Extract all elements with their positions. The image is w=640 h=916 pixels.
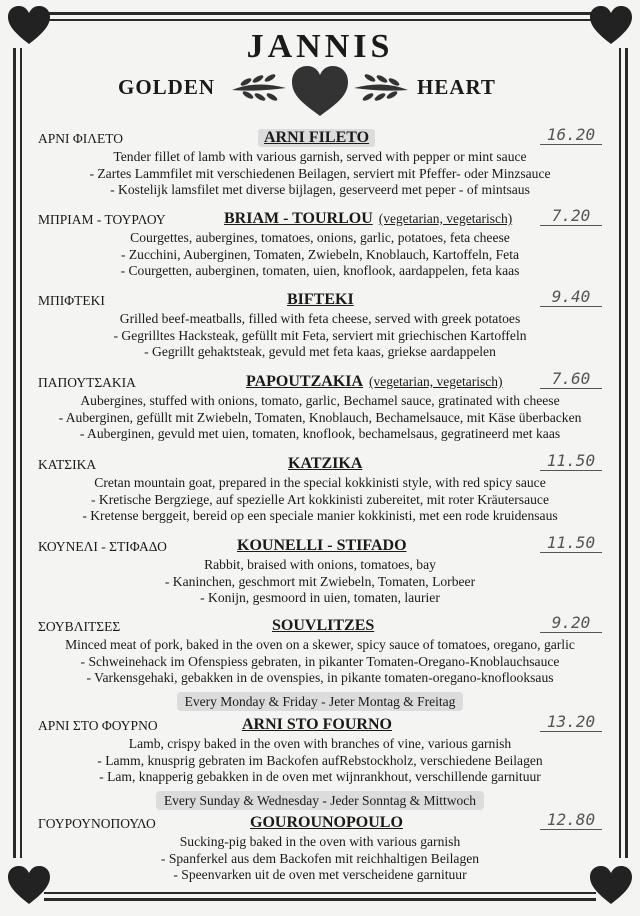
dish-description: Aubergines, stuffed with onions, tomato, garlic, Bechamel sauce, gratinated with cheese - Auberginen, gefüllt mit Zwiebeln, Tomaten, Knoblauch, Bechamelsauce, mit Käse überbacken - Auberginen, gevuld met uien, tomaten, knoflook, bechamelsaus, gegratineerd met kaas <box>58 393 582 442</box>
price: 16.20 <box>540 125 602 145</box>
dish-title: BRIAM - TOURLOU (vegetarian, vegetarisch) <box>224 210 513 227</box>
availability-banner <box>0 693 640 711</box>
price: 11.50 <box>540 451 602 471</box>
dish-description: Tender fillet of lamb with various garnish, served with pepper or mint sauce - Zartes Lammfilet mit verschiedenen Beilagen, serviert mit Pfeffer- oder Minzsauce - Kostelijk lamsfilet met diverse bijlagen, geserveerd met peper - of mintsaus <box>89 149 551 198</box>
laurel-heart-icon <box>226 62 414 118</box>
dish-title: ARNI STO FOURNO <box>242 716 392 733</box>
availability-banner <box>0 792 640 810</box>
brand-right: HEART <box>417 75 496 99</box>
dish-description: Minced meat of pork, baked in the oven on a skewer, spicy sauce of tomatoes, oregano, garlic - Schweinehack im Ofenspiess gebraten, in pikanter Tomaten-Oregano-Knoblauchsauce - Varkensgehaki, gebakken in de ovenspies, in pikante tomaten-oregano-knoflooksaus <box>65 637 575 686</box>
price: 12.80 <box>540 810 602 830</box>
price: 9.20 <box>540 613 602 633</box>
dish-note: (vegetarian, vegetarisch) <box>369 374 503 389</box>
banner-text: Every Sunday & Wednesday - Jeder Sonntag & Mittwoch <box>156 791 484 810</box>
frame-bottom-line <box>44 898 596 901</box>
dish-title: KATZIKA <box>288 455 363 472</box>
frame-bottom-line-inner <box>44 892 596 894</box>
dish-description: Sucking-pig baked in the oven with various garnish - Spanferkel aus dem Backofen mit reichhaltigen Beilagen - Speenvarken uit de oven met verscheidene garnituur <box>160 834 480 883</box>
banner-text: Every Monday & Friday - Jeter Montag & Freitag <box>177 692 464 711</box>
logo <box>0 20 640 125</box>
price: 7.60 <box>540 369 602 389</box>
price: 13.20 <box>540 712 602 732</box>
dish-title: KOUNELLI - STIFADO <box>237 537 407 554</box>
price: 11.50 <box>540 533 602 553</box>
dish-title: GOUROUNOPOULO <box>250 814 403 831</box>
greek-name: ΠΑΠΟΥΤΣΑΚΙΑ <box>38 375 136 390</box>
brand-left: GOLDEN <box>118 75 216 99</box>
dish-title: PAPOUTZAKIA (vegetarian, vegetarisch) <box>246 373 503 390</box>
brand-top: JANNIS <box>246 28 394 65</box>
greek-name: ΜΠΡΙΑΜ - ΤΟΥΡΛΟΥ <box>38 212 166 227</box>
dish-note: (vegetarian, vegetarisch) <box>378 211 513 226</box>
frame-right-line <box>625 48 628 858</box>
dish-description: Cretan mountain goat, prepared in the special kokkinisti style, with red spicy sauce - Kretische Bergziege, auf spezielle Art kokkinisti zubereitet, mit roter Kräutersauce - Kretense berggeit, bereid op een speciale manier kokkinisti, met een rode kruidensaus <box>82 475 558 524</box>
greek-name: ΜΠΙΦΤΕΚΙ <box>38 293 105 308</box>
dish-title: BIFTEKI <box>287 291 354 308</box>
price: 7.20 <box>540 206 602 226</box>
dish-description: Grilled beef-meatballs, filled with feta cheese, served with greek potatoes - Gegrilltes Hacksteak, gefüllt mit Feta, serviert mit griechischen Kartoffeln - Gegrillt gehaktsteak, gevuld met feta kaas, griekse aardappelen <box>113 311 527 360</box>
frame-left-line <box>13 48 16 858</box>
greek-name: ΑΡΝΙ ΦΙΛΕΤΟ <box>38 131 124 146</box>
dish-title: SOUVLITZES <box>272 617 375 634</box>
greek-name: ΓΟΥΡΟΥΝΟΠΟΥΛΟ <box>38 816 156 831</box>
dish-title: ARNI FILETO <box>258 129 375 147</box>
dish-description: Courgettes, aubergines, tomatoes, onions, garlic, potatoes, feta cheese - Zucchini, Auberginen, Tomaten, Zwiebeln, Knoblauch, Kartoffeln, Feta - Courgetten, auberginen, tomaten, uien, knoflook, aardappelen, feta kaas <box>120 230 520 279</box>
greek-name: ΚΟΥΝΕΛΙ - ΣΤΙΦΑΔΟ <box>38 539 167 554</box>
price: 9.40 <box>540 287 602 307</box>
dish-description: Lamb, crispy baked in the oven with branches of vine, various garnish - Lamm, knusprig gebraten im Backofen aufRebstockholz, verschiedene Beilagen - Lam, knapperig gebakken in de oven met wijnrankhout, verschillende garnituur <box>97 736 543 785</box>
greek-name: ΚΑΤΣΙΚΑ <box>38 457 97 472</box>
dish-description: Rabbit, braised with onions, tomatoes, bay - Kaninchen, geschmort mit Zwiebeln, Tomaten, Lorbeer - Konijn, gesmoord in uien, tomaten, laurier <box>164 557 476 606</box>
frame-top-line <box>44 12 596 15</box>
greek-name: ΑΡΝΙ ΣΤΟ ΦΟΥΡΝΟ <box>38 718 158 733</box>
greek-name: ΣΟΥΒΛΙΤΣΕΣ <box>38 619 121 634</box>
